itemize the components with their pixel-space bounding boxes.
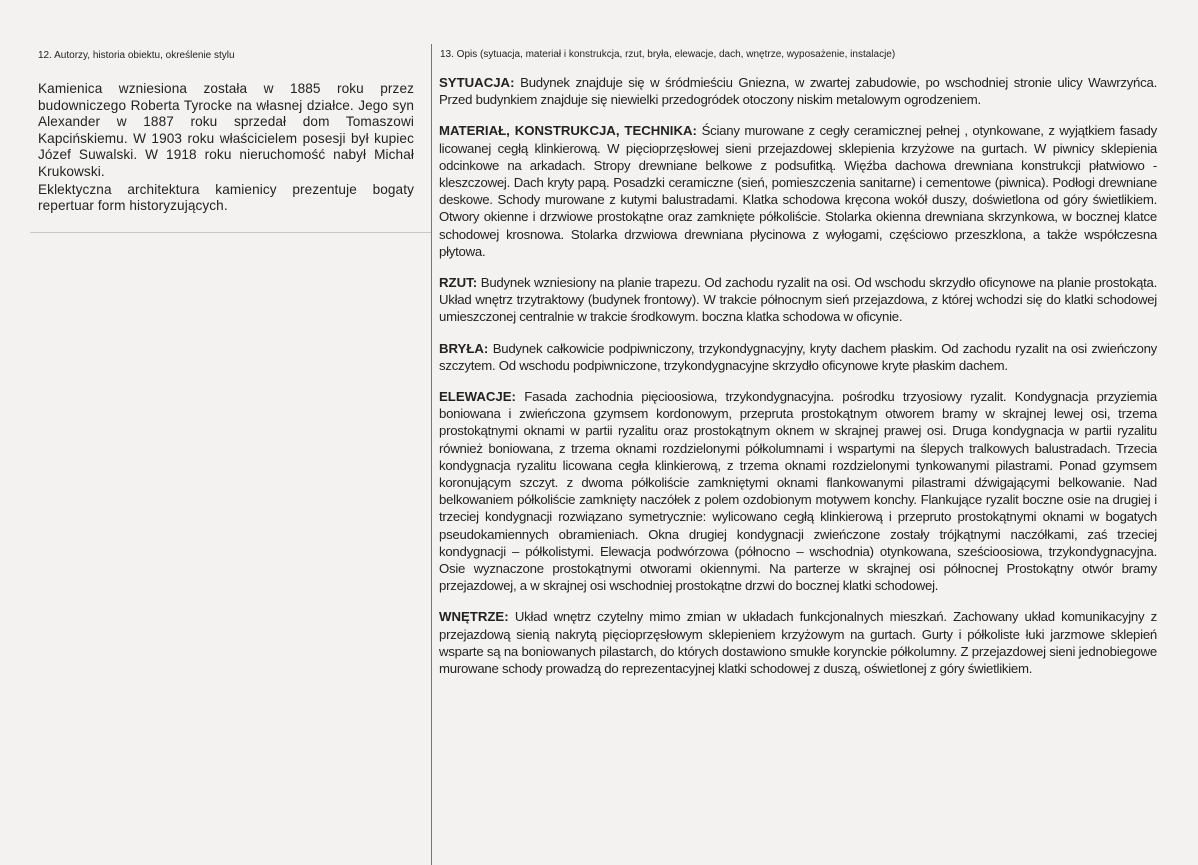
section-label: BRYŁA:	[439, 340, 489, 356]
section-text: Budynek całkowicie podpiwniczony, trzykondygnacyjny, kryty dachem płaskim. Od zachodu ryzalit na osi zwieńczony szczytem. Od wschodu podpiwniczone, trzykondygnacyjne skrzydło oficynowe kryte płaskim dachem.	[439, 340, 1158, 373]
section-text: Budynek znajduje się w śródmieściu Gniezna, w zwartej zabudowie, po wschodniej stronie ulicy Wawrzyńca. Przed budynkiem znajduje się niewielki przedogródek otoczony niskim metalowym ogrodzeniem.	[439, 75, 1157, 108]
description-section	[439, 49, 1157, 677]
section-text: Fasada zachodnia pięcioosiowa, trzykondygnacyjna. pośrodku trzyosiowy ryzalit. Kondygnacja przyziemia boniowana i zwieńczona gzymsem kordonowym, przepruta prostokątnym otworem bramy w skrajnej lewej osi, trzema prostokątnymi oknami w partii ryzalitu oraz prostokątnym oknem w skrajnej prawej osi. Druga kondygnacja w partii ryzalitu również boniowana, z trzema oknami rozdzielonymi półkolumnami i wspartymi na ślepych tralkowych balustradach. Trzecia kondygnacja ryzalitu licowana cegła klinkierową, z trzema oknami rozdzielonymi tynkowanymi pilastrami. Ponad gzymsem koronującym szczyt. z dwoma półkoliście zamkniętymi oknami flankowanymi pilastrami dźwigającymi belkowanie. Nad belkowaniem półkoliście zamknięty naczółek z polem ozdobionym motywem konchy. Flankujące ryzalit boczne osie na drugiej i trzeciej kondygnacji rozwiązano symetrycznie: wylicowano cegłą klinkierową i przepruto prostokątnymi oknami w bogatych pseudokamiennych obramieniach. Okna drugiej kondygnacji zwieńczone zostały trójkątnymi naczółkami, zaś trzeciej kondygnacji – półkolistymi. Elewacja podwórzowa (północno – wschodnia) otynkowana, sześcioosiowa, trzykondygnacyjna. Osie wyznaczone prostokątnymi otworami okiennymi. Na parterze w skrajnej osi północnej Prostokątny otwór bramy przejazdowej, a w skrajnej osi wschodniej prostokątne drzwi do bocznej klatki schodowej.	[439, 389, 1158, 594]
section-bryla	[439, 340, 1157, 374]
column-divider	[431, 44, 432, 865]
section-elewacje	[439, 388, 1157, 594]
description-header: 13. Opis (sytuacja, materiał i konstrukcja, rzut, bryła, elewacje, dach, wnętrze, wyposażenie, instalacje)	[440, 49, 896, 60]
history-section	[38, 50, 414, 216]
section-divider	[30, 232, 431, 233]
section-label: MATERIAŁ, KONSTRUKCJA, TECHNIKA:	[439, 123, 697, 139]
style-paragraph: Eklektyczna architektura kamienicy prezentuje bogaty repertuar form historyzujących.	[38, 181, 414, 214]
section-text: Ściany murowane z cegły ceramicznej pełnej , otynkowane, z wyjątkiem fasady licowanej cegłą klinkierową. W pięcioprzęsłowej sieni przejazdowej sklepienia krzyżowe na gurtach. W piwnicy sklepienia odcinkowe na arkadach. Stropy drewniane belkowe z podsufitką. Więźba dachowa drewniana konstrukcji płatwiowo - kleszczowej. Dach kryty papą. Posadzki ceramiczne (sień, pomieszczenia sanitarne) i cementowe (piwnica). Podłogi drewniane deskowe. Schody murowane z kutymi balustradami. Klatka schodowa kręcona wokół duszy, doświetlona od góry świetlikiem. Otwory okienne i drzwiowe prostokątne oraz zamknięte półkoliście. Stolarka okienna drewniana skrzynkowa, w bocznej klatce schodowej krosnowa. Stolarka drzwiowa drewniana płycinowa z wyłogami, częściowo przeszklona, a także współczesna płytowa.	[439, 123, 1157, 259]
section-text: Budynek wzniesiony na planie trapezu. Od zachodu ryzalit na osi. Od wschodu skrzydło oficynowe na planie prostokąta. Układ wnętrz trzytraktowy (budynek frontowy). W trakcie północnym sień przejazdowa, z której wchodzi się do klatki schodowej umieszczonej centralnie w trakcie środkowym. boczna klatka schodowa w oficynie.	[439, 275, 1158, 325]
section-wnetrze	[439, 608, 1157, 677]
section-sytuacja	[439, 74, 1157, 108]
section-label: WNĘTRZE:	[439, 609, 509, 625]
section-label: SYTUACJA:	[439, 75, 515, 90]
history-body	[38, 81, 414, 215]
history-header: 12. Autorzy, historia obiektu, określenie stylu	[38, 50, 235, 61]
section-rzut	[439, 274, 1157, 326]
section-text: Układ wnętrz czytelny mimo zmian w układach funkcjonalnych mieszkań. Zachowany układ komunikacyjny z przejazdową sienią nakrytą pięcioprzęsłowym sklepieniem krzyżowym na gurtach. Gurty i półkoliste łuki jarzmowe sklepień wsparte są na boniowanych pilastarch, do których dostawiono smukłe korynckie półkolumny. Z przejazdowej sieni jednobiegowe murowane schody prowadzą do reprezentacyjnej klatki schodowej z duszą, oświetlonej z góry świetlikiem.	[439, 609, 1157, 677]
section-material	[439, 122, 1157, 260]
history-paragraph: Kamienica wzniesiona została w 1885 roku przez budowniczego Roberta Tyrocke na własnej działce. Jego syn Alexander w 1887 roku sprzedał dom Tomaszowi Kapcińskiemu. W 1903 roku właścicielem posesji był kupiec Józef Suwalski. W 1918 roku nieruchomość nabył Michał Krukowski.	[38, 81, 414, 179]
section-label: ELEWACJE:	[439, 389, 516, 405]
section-label: RZUT:	[439, 275, 478, 291]
